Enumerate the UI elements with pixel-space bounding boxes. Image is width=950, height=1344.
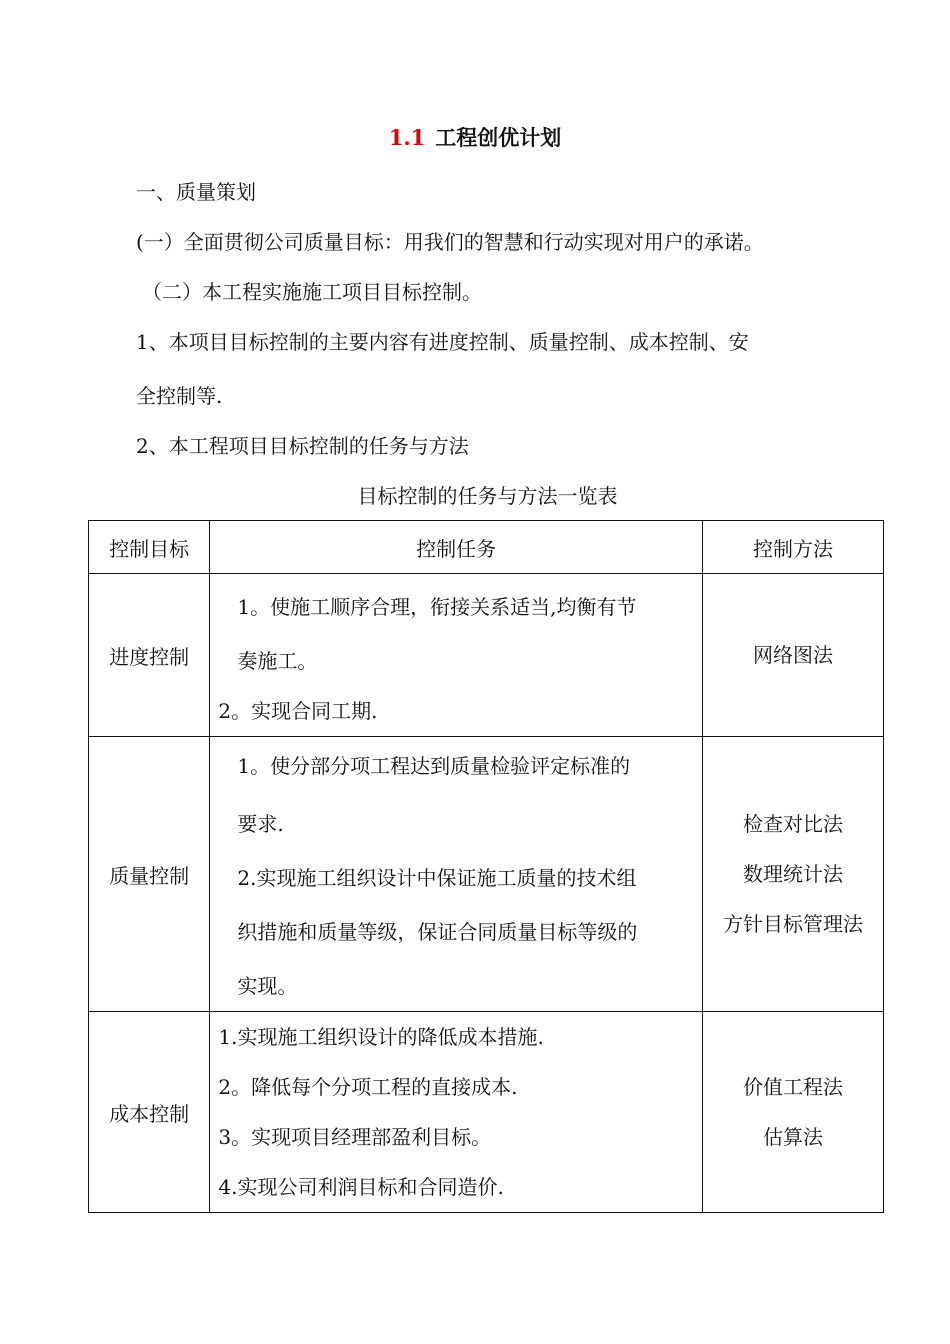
method-cell (702, 737, 883, 1012)
task-line: 2.实现施工组织设计中保证施工质量的技术组 (237, 866, 637, 890)
task-line: 2。实现合同工期. (218, 699, 378, 723)
task-cell (210, 574, 703, 737)
method-cell (702, 574, 883, 737)
task-line: 织措施和质量等级，保证合同质量目标等级的 (237, 920, 638, 944)
title-text: 工程创优计划 (435, 126, 562, 150)
goal-cell: 成本控制 (89, 1012, 210, 1213)
method-line: 价值工程法 (742, 1075, 843, 1099)
paragraph-control-content-line1: 1、本项目目标控制的主要内容有进度控制、质量控制、成本控制、安 (136, 330, 749, 354)
paragraph-project-target-control: （二）本工程实施施工项目目标控制。 (142, 280, 482, 304)
table-row-cost (89, 1012, 884, 1213)
method-cell (702, 1012, 883, 1213)
goal-cell: 质量控制 (89, 737, 210, 1012)
table-caption: 目标控制的任务与方法一览表 (357, 484, 618, 508)
task-line: 1。使分部分项工程达到质量检验评定标准的 (237, 754, 631, 778)
paragraph-control-content-line2: 全控制等. (136, 384, 223, 408)
task-line: 3。实现项目经理部盈利目标。 (218, 1125, 492, 1149)
section-heading-quality-planning: 一、质量策划 (136, 180, 256, 204)
method-line: 数理统计法 (742, 862, 843, 886)
method-line: 网络图法 (752, 643, 833, 667)
page-title (0, 122, 950, 152)
method-line: 估算法 (762, 1125, 823, 1149)
task-line: 1。使施工顺序合理，衔接关系适当,均衡有节 (237, 595, 637, 619)
title-number: 1.1 (388, 125, 426, 150)
task-cell (210, 1012, 703, 1213)
paragraph-task-and-method: 2、本工程项目目标控制的任务与方法 (136, 434, 469, 458)
table-row-progress (89, 574, 884, 737)
header-method: 控制方法 (702, 521, 883, 574)
goal-cell: 进度控制 (89, 574, 210, 737)
task-line: 1.实现施工组织设计的降低成本措施. (218, 1025, 544, 1049)
task-line: 实现。 (237, 974, 298, 998)
method-line: 检查对比法 (742, 812, 843, 836)
table-row-quality (89, 737, 884, 1012)
task-line: 2。降低每个分项工程的直接成本. (218, 1075, 518, 1099)
header-goal: 控制目标 (89, 521, 210, 574)
header-task: 控制任务 (210, 521, 703, 574)
control-table (88, 520, 884, 1213)
task-line: 4.实现公司利润目标和合同造价. (218, 1175, 504, 1199)
task-line: 要求. (237, 812, 284, 836)
table-header-row (89, 521, 884, 574)
task-cell (210, 737, 703, 1012)
task-line: 奏施工。 (237, 649, 318, 673)
paragraph-company-quality-goal: (一）全面贯彻公司质量目标：用我们的智慧和行动实现对用户的承诺。 (136, 230, 764, 254)
method-line: 方针目标管理法 (722, 912, 863, 936)
